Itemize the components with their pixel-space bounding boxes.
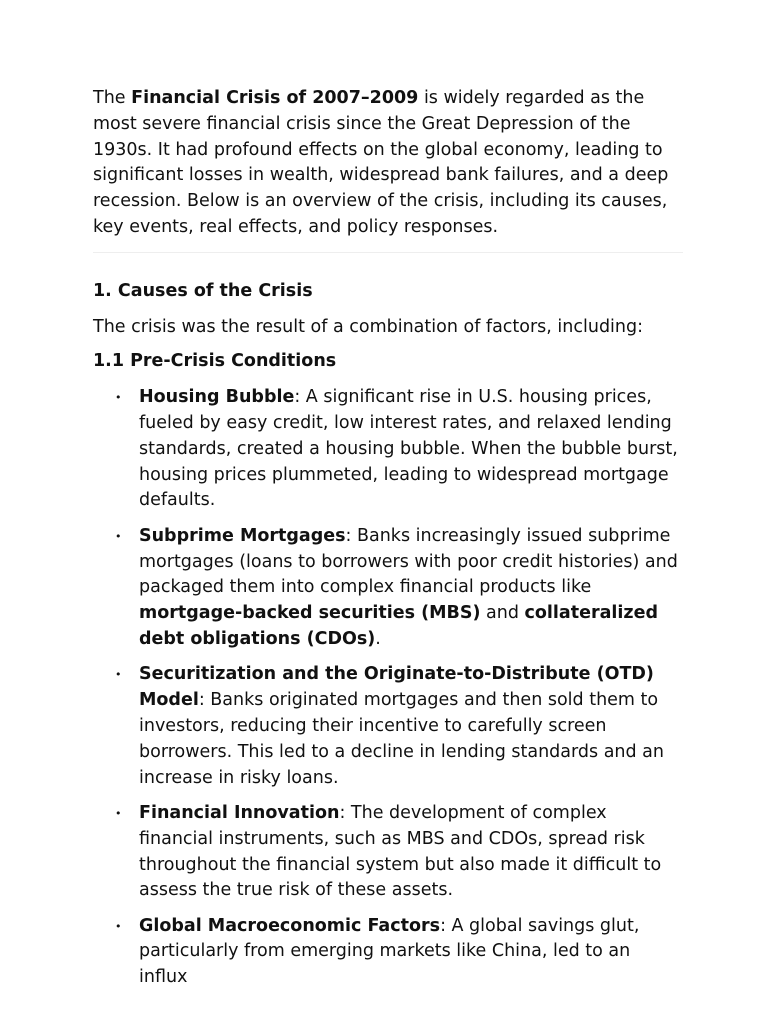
list-item xyxy=(93,385,683,514)
list-item-term: Global Macroeconomic Factors xyxy=(139,915,441,936)
section-divider xyxy=(93,252,683,253)
intro-text-1: The xyxy=(93,88,132,108)
bullet-list xyxy=(93,385,683,991)
bullet-icon: • xyxy=(115,919,122,933)
list-item-text: : Banks originated mortgages and then sold them to investors, reducing their incentive to carefully screen borrowers. This led to a decline in lending standards and an increase in risky loans. xyxy=(139,690,664,788)
section-lead: The crisis was the result of a combination of factors, including: xyxy=(93,316,644,337)
list-item-term: Housing Bubble xyxy=(139,387,295,408)
list-item-term: Subprime Mortgages xyxy=(139,525,346,546)
list-item-text: : Banks increasingly issued subprime mortgages (loans to borrowers with poor credit histories) and packaged them into complex financial products like xyxy=(139,525,678,598)
list-item-term: Financial Innovation xyxy=(139,802,340,823)
bullet-icon: • xyxy=(115,668,122,682)
list-item xyxy=(93,801,683,904)
list-item xyxy=(93,662,683,791)
section-heading: 1. Causes of the Crisis xyxy=(93,280,313,301)
list-item xyxy=(93,914,683,991)
intro-paragraph xyxy=(93,86,683,241)
list-item-text: : The development of complex financial instruments, such as MBS and CDOs, spread risk throughout the financial system but also made it difficult to assess the true risk of these assets. xyxy=(139,802,662,901)
list-item-term: Securitization and the Originate-to-Distribute (OTD) Model xyxy=(139,664,654,711)
bullet-icon: • xyxy=(115,391,122,405)
document-page xyxy=(93,86,683,1001)
list-item-text: : A significant rise in U.S. housing prices, fueled by easy credit, low interest rates, and relaxed lending standards, created a housing bubble. When the bubble burst, housing prices plummeted, leading to widespread mortgage defaults. xyxy=(139,387,678,511)
list-item-text: and xyxy=(480,603,525,624)
list-item xyxy=(93,524,683,653)
bullet-icon: • xyxy=(115,806,122,820)
subsection-heading: 1.1 Pre-Crisis Conditions xyxy=(93,351,337,372)
list-item-text: : A global savings glut, particularly from emerging markets like China, led to an influx xyxy=(139,915,640,988)
list-item-text: . xyxy=(375,628,381,649)
bullet-icon: • xyxy=(115,529,122,543)
intro-bold-term: Financial Crisis of 2007–2009 xyxy=(131,88,419,108)
intro-text-2: is widely regarded as the most severe financial crisis since the Great Depression of the 1930s. It had profound effects on the global economy, leading to significant losses in wealth, widespread bank failures, and a deep recession. Below is an overview of the crisis, including its causes, key events, real effects, and policy responses. xyxy=(93,88,669,237)
list-item-term: collateralized debt obligations (CDOs) xyxy=(139,603,658,649)
list-item-term: mortgage-backed securities (MBS) xyxy=(139,603,481,624)
